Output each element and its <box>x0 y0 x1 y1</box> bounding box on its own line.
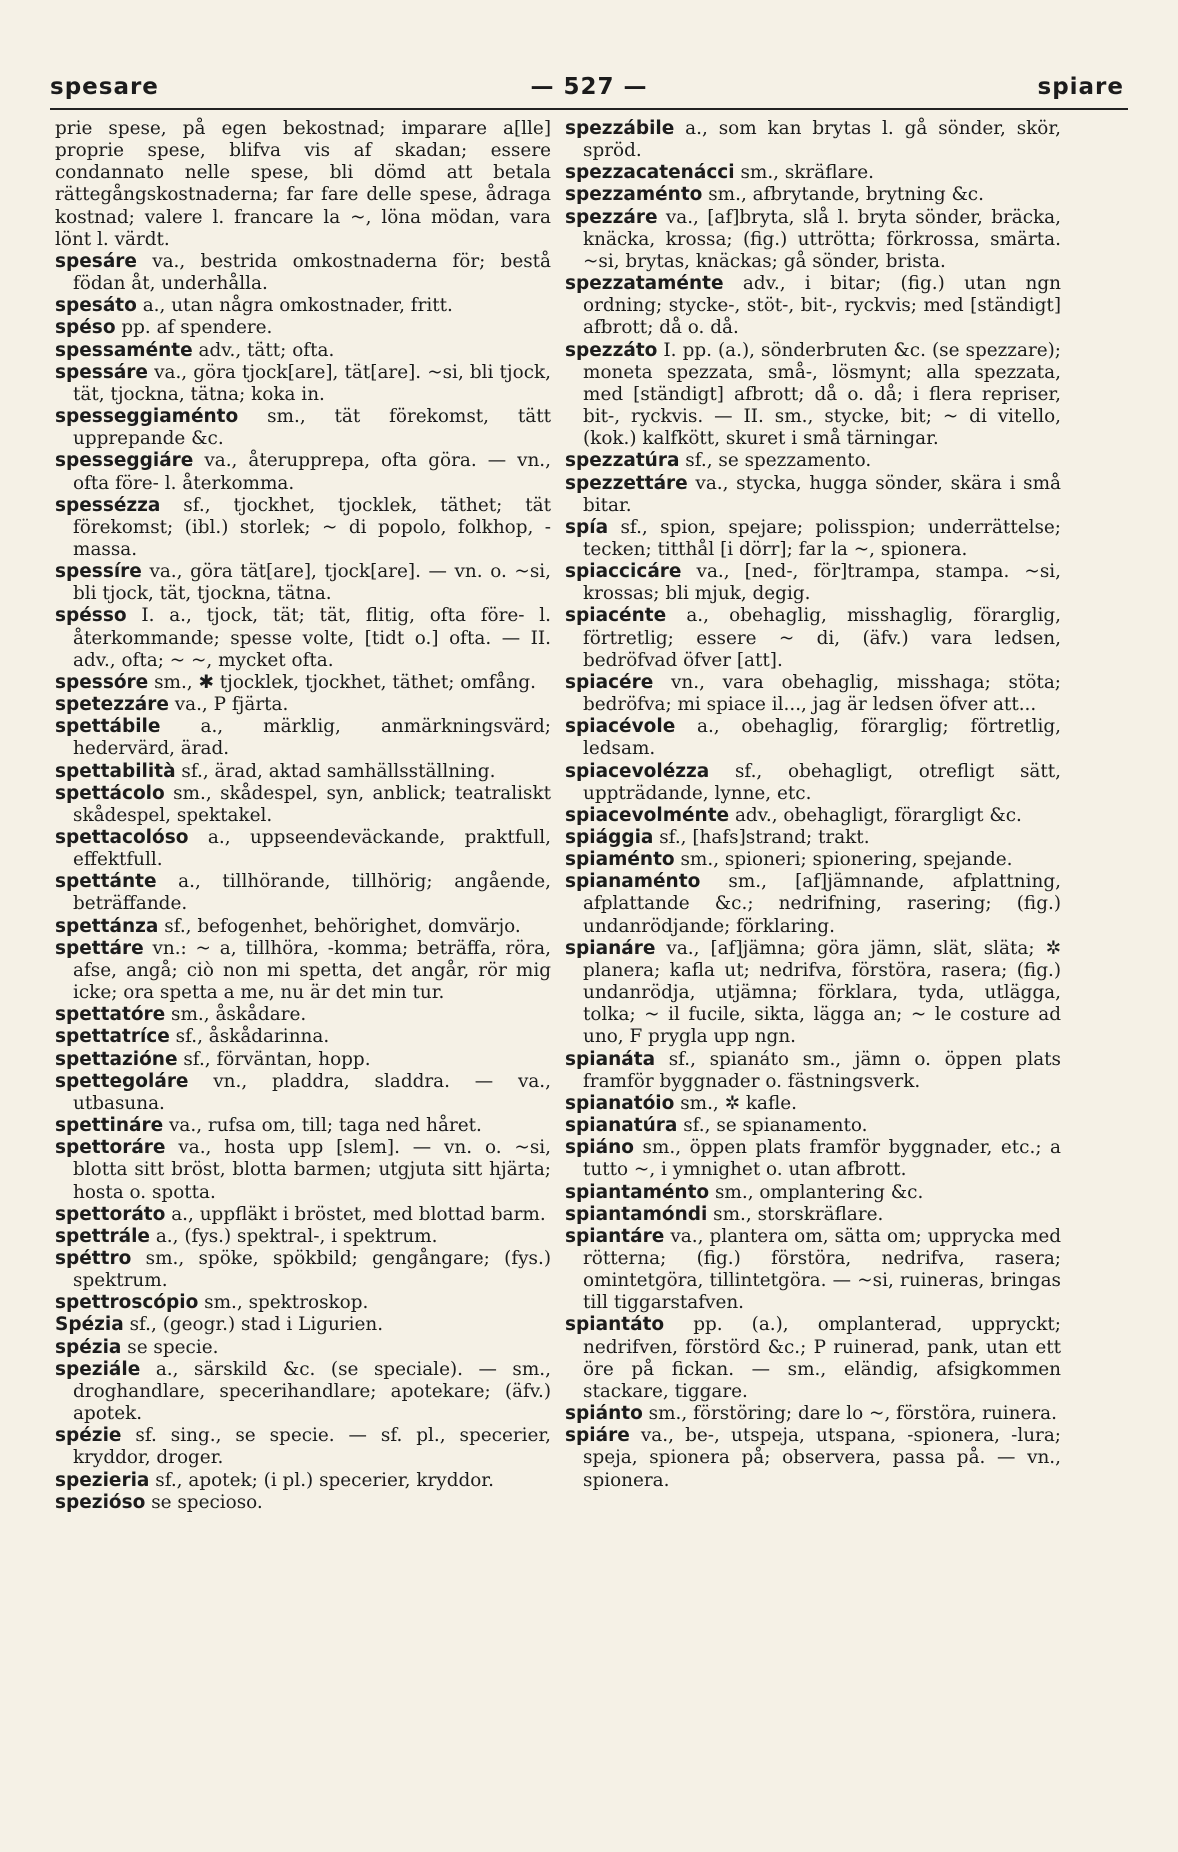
entry-headword: spessáre <box>55 361 148 383</box>
entry-headword: spiacevolézza <box>565 760 710 782</box>
dictionary-entry <box>55 1049 551 1071</box>
entry-definition: va., rufsa om, till; taga ned håret. <box>163 1115 482 1137</box>
entry-definition: sm., åskådare. <box>165 1004 307 1026</box>
dictionary-entry <box>565 1314 1061 1403</box>
entry-definition: sm., skräflare. <box>734 162 874 184</box>
dictionary-entry <box>565 273 1061 339</box>
entry-headword: spettoráre <box>55 1137 166 1159</box>
entry-definition: a., tillhörande, tillhörig; angående, beträffande. <box>73 871 551 915</box>
dictionary-entry <box>565 1093 1061 1115</box>
entry-definition: sm., ✲ kafle. <box>674 1092 797 1114</box>
dictionary-entry <box>565 118 1061 162</box>
dictionary-entry <box>565 207 1061 273</box>
entry-definition: pp. af spendere. <box>115 317 273 339</box>
dictionary-entry <box>55 340 551 362</box>
entry-headword: spiacévole <box>565 716 676 738</box>
entry-definition: sf., befogenhet, behörighet, domvärjo. <box>158 915 521 937</box>
entry-definition: sm., spektroskop. <box>198 1292 369 1314</box>
dictionary-entry <box>565 1115 1061 1137</box>
entry-definition: sm., spöke, spökbild; gengångare; (fys.) spektrum. <box>73 1247 551 1292</box>
header-right-guideword: spiare <box>1037 74 1124 100</box>
entry-definition: va., plantera om, sätta om; upprycka med rötterna; (fig.) förstöra, nedrifva, rasera; omintetgöra, tillintetgöra. — ~si, ruineras, bringas till tiggarstafven. <box>583 1225 1061 1314</box>
dictionary-entry <box>55 1115 551 1137</box>
entry-headword: spiantamóndi <box>565 1203 708 1225</box>
entry-definition: va., hosta upp [slem]. — vn. o. ~si, blotta sitt bröst, blotta barmen; utgjuta sitt hjärta; hosta o. spotta. <box>73 1137 551 1203</box>
entry-definition: adv., i bitar; (fig.) utan ngn ordning; stycke-, stöt-, bit-, ryckvis; med [ständigt] afbrott; då o. då. <box>583 273 1061 339</box>
entry-headword: spessíre <box>55 561 142 583</box>
dictionary-entry <box>55 362 551 406</box>
entry-definition: vn.: ~ a, tillhöra, -komma; beträffa, röra, afse, angå; ciò non mi spetta, det angår, rör mig icke; ora spetta a me, nu är det min tur. <box>73 937 551 1004</box>
entry-headword: spiantaménto <box>565 1181 710 1203</box>
dictionary-entry <box>55 716 551 760</box>
dictionary-entry <box>55 450 551 494</box>
entry-headword: spettegoláre <box>55 1070 189 1092</box>
dictionary-entry <box>565 450 1061 472</box>
entry-headword: spianáta <box>565 1048 656 1070</box>
dictionary-entry <box>565 716 1061 760</box>
dictionary-entry <box>55 694 551 716</box>
entry-definition: sf., [hafs]strand; trakt. <box>653 827 870 848</box>
entry-definition: prie spese, på egen bekostnad; imparare a[lle] proprie spese, blifva vis af skadan; essere condannato nelle spese, bli dömd att betala rättegångskostnaderna; far fare delle spese, ådraga kostnad; valere l. francare la ~, löna mödan, vara lönt l. värdt. <box>55 118 551 250</box>
entry-headword: spesseggiaménto <box>55 406 239 428</box>
running-head <box>40 66 1138 106</box>
dictionary-entry <box>55 827 551 871</box>
entry-headword: spiáno <box>565 1137 634 1159</box>
dictionary-entry <box>565 805 1061 827</box>
entry-headword: spianaménto <box>565 871 701 893</box>
entry-headword: spiantáre <box>565 1225 665 1247</box>
dictionary-entry <box>55 1026 551 1048</box>
entry-headword: spianáre <box>565 937 656 959</box>
entry-headword: spiánto <box>565 1403 643 1425</box>
entry-definition: va., [af]jämna; göra jämn, slät, släta; ✲ planera; kafla ut; nedrifva, förstöra, rasera; (fig.) undanrödja, utjämna; förklara, tyda, utlägga, tolka; ~ il fucile, sikta, lägga an; ~ le costure ad uno, F prygla upp ngn. <box>583 937 1061 1048</box>
dictionary-entry <box>55 317 551 339</box>
entry-headword: spiantáto <box>565 1314 665 1336</box>
dictionary-entry <box>565 761 1061 805</box>
entry-headword: spettatríce <box>55 1026 170 1048</box>
entry-headword: spesáre <box>55 250 137 272</box>
dictionary-entry <box>55 1314 551 1336</box>
dictionary-entry <box>565 473 1061 517</box>
entry-headword: spéttro <box>55 1247 132 1269</box>
entry-definition: va., be-, utspeja, utspana, -spionera, -lura; speja, spionera på; observera, passa på. — vn., spionera. <box>583 1425 1061 1491</box>
dictionary-entry <box>565 517 1061 561</box>
entry-headword: spettináre <box>55 1115 164 1137</box>
right-column <box>565 118 1061 1492</box>
entry-definition: sm., ✱ tjocklek, tjockhet, täthet; omfång. <box>148 671 537 693</box>
entry-headword: spezióso <box>55 1491 146 1513</box>
dictionary-entry <box>565 1204 1061 1226</box>
dictionary-entry <box>55 495 551 561</box>
entry-definition: I. pp. (a.), sönderbruten &c. (se spezzare); moneta spezzata, små-, lösmynt; alla spezzata, med [ständigt] afbrott; då o. då; i flera repriser, bit-, ryckvis. — II. sm., stycke, bit; ~ di vitello, (kok.) kalfkött, skuret i små tärningar. <box>583 339 1061 450</box>
dictionary-entry <box>55 871 551 915</box>
entry-headword: spettánza <box>55 915 159 937</box>
dictionary-entry <box>55 1137 551 1203</box>
entry-headword: spiáre <box>565 1425 630 1447</box>
entry-definition: a., utan några omkostnader, fritt. <box>136 295 453 317</box>
entry-headword: spettácolo <box>55 782 165 804</box>
entry-headword: spéso <box>55 317 116 339</box>
entry-headword: spianatúra <box>565 1115 678 1137</box>
dictionary-entry <box>565 1137 1061 1181</box>
dictionary-entry <box>55 1226 551 1248</box>
dictionary-entry <box>565 1425 1061 1491</box>
entry-headword: spezzaménto <box>565 184 703 206</box>
entry-headword: spiaccicáre <box>565 561 682 583</box>
entry-definition: sm., tät förekomst, tätt upprepande &c. <box>73 406 551 450</box>
entry-definition: a., uppfläkt i bröstet, med blottad barm. <box>165 1203 546 1225</box>
entry-headword: spettacolóso <box>55 827 189 848</box>
entry-headword: spezzáre <box>565 206 658 228</box>
entry-headword: spezzatúra <box>565 450 680 472</box>
entry-definition: sf., (geogr.) stad i Ligurien. <box>123 1314 384 1336</box>
entry-definition: pp. (a.), omplanterad, uppryckt; nedrifven, förstörd &c.; P ruinerad, pank, utan ett öre på fickan. — sm., eländig, afsigkommen stackare, tiggare. <box>583 1314 1061 1402</box>
dictionary-entry <box>565 1403 1061 1425</box>
entry-definition: va., [ned-, för]trampa, stampa. ~si, krossas; bli mjuk, degig. <box>583 561 1061 605</box>
entry-definition: sm., skådespel, syn, anblick; teatraliskt skådespel, spektakel. <box>73 782 551 826</box>
entry-definition: a., märklig, anmärkningsvärd; hedervärd, ärad. <box>73 716 551 760</box>
entry-headword: spezzataménte <box>565 273 724 295</box>
dictionary-entry <box>55 1292 551 1314</box>
entry-headword: spettatóre <box>55 1004 166 1026</box>
entry-definition: va., P fjärta. <box>168 694 289 716</box>
entry-headword: spezzettáre <box>565 472 688 494</box>
entry-definition: sf., obehagligt, otrefligt sätt, uppträdande, lynne, etc. <box>583 760 1061 804</box>
entry-headword: spettánte <box>55 871 157 893</box>
dictionary-entry <box>55 1071 551 1115</box>
dictionary-entry <box>565 871 1061 937</box>
entry-headword: spézie <box>55 1425 122 1447</box>
entry-headword: spesseggiáre <box>55 450 194 472</box>
entry-headword: spezzábile <box>565 118 675 139</box>
entry-definition: a., (fys.) spektral-, i spektrum. <box>149 1225 438 1247</box>
entry-definition: va., bestrida omkostnaderna för; bestå födan åt, underhålla. <box>73 250 551 295</box>
dictionary-entry <box>55 938 551 1004</box>
dictionary-entry <box>565 561 1061 605</box>
entry-headword: spessézza <box>55 494 161 516</box>
entry-definition: sf., apotek; (i pl.) specerier, kryddor. <box>149 1469 494 1491</box>
dictionary-entry <box>565 1049 1061 1093</box>
dictionary-entry <box>55 1204 551 1226</box>
dictionary-entry <box>565 340 1061 451</box>
dictionary-entry <box>55 605 551 671</box>
entry-definition: a., obehaglig, förarglig; förtretlig, ledsam. <box>583 716 1061 760</box>
entry-definition: sf., se spezzamento. <box>679 450 872 472</box>
dictionary-entry <box>55 118 551 251</box>
entry-definition: sm., spioneri; spionering, spejande. <box>674 849 1013 871</box>
entry-headword: spettoráto <box>55 1203 166 1225</box>
entry-definition: sf., spianáto sm., jämn o. öppen plats framför byggnader o. fästningsverk. <box>583 1048 1061 1092</box>
dictionary-entry <box>55 783 551 827</box>
dictionary-entry <box>55 672 551 694</box>
entry-headword: spiaménto <box>565 849 675 871</box>
dictionary-entry <box>55 1359 551 1425</box>
entry-headword: spettáre <box>55 937 144 959</box>
dictionary-entry <box>565 1226 1061 1315</box>
entry-definition: sf., förväntan, hopp. <box>177 1048 371 1070</box>
dictionary-entry <box>55 916 551 938</box>
entry-headword: spézia <box>55 1336 122 1358</box>
dictionary-entry <box>565 827 1061 849</box>
entry-headword: spettabilità <box>55 760 176 782</box>
entry-headword: spezzacatenácci <box>565 162 735 184</box>
entry-headword: spésso <box>55 605 127 627</box>
entry-headword: spettábile <box>55 716 161 738</box>
entry-headword: spessóre <box>55 671 149 693</box>
entry-definition: sf., ärad, aktad samhällsställning. <box>175 760 496 782</box>
entry-headword: spettrále <box>55 1225 150 1247</box>
entry-headword: spianatóio <box>565 1092 675 1114</box>
entry-definition: vn., pladdra, sladdra. — va., utbasuna. <box>73 1070 551 1114</box>
entry-definition: va., göra tät[are], tjock[are]. — vn. o. ~si, bli tjock, tät, tjockna, tätna. <box>73 561 551 605</box>
entry-definition: sm., storskräflare. <box>707 1203 884 1225</box>
entry-definition: I. a., tjock, tät; tät, flitig, ofta före- l. återkommande; spesse volte, [tidt o.] ofta. — II. adv., ofta; ~ ~, mycket ofta. <box>73 605 551 671</box>
entry-definition: a., obehaglig, misshaglig, förarglig, förtretlig; essere ~ di, (äfv.) vara ledsen, bedröfvad öfver [att]. <box>583 605 1061 671</box>
dictionary-entry <box>565 1182 1061 1204</box>
entry-definition: sf., se spianamento. <box>677 1115 868 1137</box>
dictionary-entry <box>55 1470 551 1492</box>
entry-headword: spezieria <box>55 1469 150 1491</box>
entry-headword: spesáto <box>55 295 137 317</box>
entry-definition: sm., öppen plats framför byggnader, etc.; a tutto ~, i ymnighet o. utan afbrott. <box>583 1137 1061 1181</box>
dictionary-entry <box>55 1425 551 1469</box>
entry-definition: adv., tätt; ofta. <box>192 339 335 361</box>
entry-headword: spetezzáre <box>55 694 169 716</box>
entry-definition: sf., åskådarinna. <box>169 1026 330 1048</box>
entry-definition: va., återupprepa, ofta göra. — vn., ofta före- l. återkomma. <box>73 450 551 494</box>
header-left-guideword: spesare <box>50 74 159 100</box>
entry-headword: spettroscópio <box>55 1292 199 1314</box>
dictionary-entry <box>55 761 551 783</box>
entry-definition: sm., förstöring; dare lo ~, förstöra, ruinera. <box>642 1403 1057 1425</box>
entry-headword: spiággia <box>565 827 654 848</box>
header-rule <box>50 108 1128 110</box>
dictionary-entry <box>565 849 1061 871</box>
entry-headword: spía <box>565 516 609 538</box>
entry-headword: spessaménte <box>55 339 193 361</box>
dictionary-entry <box>55 295 551 317</box>
dictionary-entry <box>55 1337 551 1359</box>
left-column <box>55 118 551 1514</box>
entry-definition: a., som kan brytas l. gå sönder, skör, spröd. <box>583 118 1061 162</box>
page-number: — 527 — <box>530 74 648 100</box>
entry-headword: Spézia <box>55 1314 124 1336</box>
dictionary-entry <box>565 938 1061 1049</box>
dictionary-entry <box>565 605 1061 671</box>
entry-headword: spiacénte <box>565 605 667 627</box>
dictionary-entry <box>55 1004 551 1026</box>
entry-headword: spezzáto <box>565 339 658 361</box>
dictionary-entry <box>565 672 1061 716</box>
entry-definition: se specie. <box>121 1336 219 1358</box>
entry-headword: speziále <box>55 1358 141 1380</box>
entry-definition: va., göra tjock[are], tät[are]. ~si, bli tjock, tät, tjockna, tätna; koka in. <box>73 361 551 405</box>
entry-definition: sf., tjockhet, tjocklek, täthet; tät förekomst; (ibl.) storlek; ~ di popolo, folkhop, -massa. <box>73 494 551 560</box>
entry-headword: spiacevolménte <box>565 804 730 826</box>
dictionary-entry <box>55 251 551 295</box>
entry-definition: adv., obehagligt, förargligt &c. <box>729 804 1022 826</box>
dictionary-entry <box>55 1492 551 1514</box>
entry-definition: vn., vara obehaglig, misshaga; stöta; bedröfva; mi spiace il..., jag är ledsen öfver att... <box>583 671 1061 716</box>
dictionary-entry <box>55 406 551 450</box>
entry-definition: sf., spion, spejare; polisspion; underrättelse; tecken; titthål [i dörr]; far la ~, spionera. <box>583 516 1061 560</box>
dictionary-entry <box>55 561 551 605</box>
entry-definition: sm., afbrytande, brytning &c. <box>702 184 984 206</box>
entry-headword: spettazióne <box>55 1048 178 1070</box>
entry-definition: sm., omplantering &c. <box>709 1181 924 1203</box>
dictionary-entry <box>565 184 1061 206</box>
entry-definition: se specioso. <box>145 1491 263 1513</box>
entry-definition: va., stycka, hugga sönder, skära i små bitar. <box>583 472 1061 516</box>
entry-definition: va., [af]bryta, slå l. bryta sönder, bräcka, knäcka, krossa; (fig.) uttrötta; förkrossa, smärta. ~si, brytas, knäckas; gå sönder, brista. <box>583 206 1061 272</box>
entry-definition: sf. sing., se specie. — sf. pl., specerier, kryddor, droger. <box>73 1425 551 1469</box>
entry-definition: a., uppseendeväckande, praktfull, effektfull. <box>73 827 551 871</box>
dictionary-entry <box>565 162 1061 184</box>
entry-definition: a., särskild &c. (se speciale). — sm., droghandlare, specerihandlare; apotekare; (äfv.) apotek. <box>73 1358 551 1425</box>
entry-definition: sm., [af]jämnande, afplattning, afplattande &c.; nedrifning, rasering; (fig.) undanrödjande; förklaring. <box>583 871 1061 937</box>
dictionary-entry <box>55 1248 551 1292</box>
entry-headword: spiacére <box>565 671 654 693</box>
